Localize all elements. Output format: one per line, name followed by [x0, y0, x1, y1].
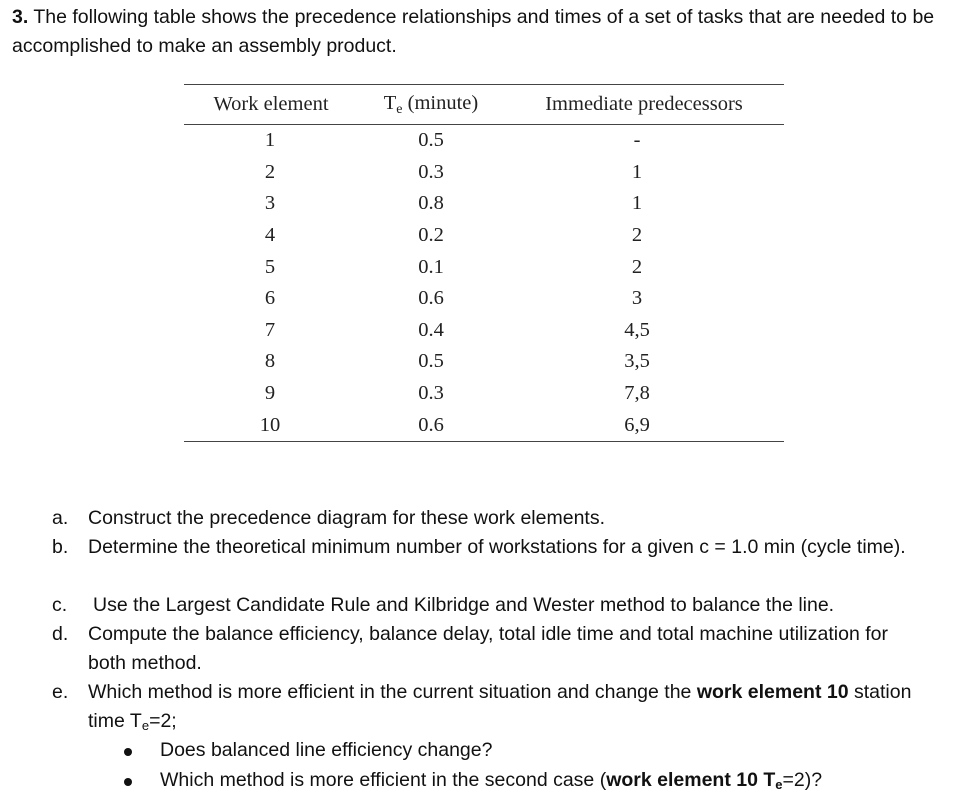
cell-element: 6 [264, 287, 276, 310]
cell-predecessors: 2 [631, 224, 643, 247]
item-e-text-bold: work element 10 [696, 681, 849, 703]
cell-predecessors: 6,9 [504, 409, 784, 441]
bullet-2-bold-T: T [757, 769, 776, 791]
cell-element: 8 [264, 350, 276, 373]
item-a-text: Construct the precedence diagram for these work elements. [88, 507, 606, 529]
bullet-2 [124, 766, 964, 795]
bullet-1-text: Does balanced line efficiency change? [160, 739, 493, 761]
item-e-marker: e. [52, 681, 69, 703]
table-row [184, 346, 784, 378]
cell-predecessors: 3,5 [624, 350, 650, 373]
bullet-dot-icon [124, 748, 132, 756]
cell-time: 0.1 [418, 255, 444, 278]
item-c-marker: c. [52, 594, 68, 616]
cell-time: 0.6 [358, 409, 504, 441]
cell-time: 0.5 [418, 129, 444, 152]
cell-predecessors: - [633, 129, 641, 152]
bullet-dot-icon [124, 778, 132, 786]
cell-time: 0.3 [418, 160, 444, 183]
header-time-unit: (minute) [402, 91, 479, 114]
cell-time: 0.5 [418, 350, 444, 373]
bullet-2-bold-element: work element 10 [606, 769, 758, 791]
table-row [184, 157, 784, 189]
cell-element: 7 [264, 318, 276, 341]
table-header-row [184, 85, 784, 125]
table-row [184, 315, 784, 347]
header-time-T: T [383, 91, 397, 114]
cell-element: 3 [264, 192, 276, 215]
item-d [52, 620, 967, 678]
cell-predecessors: 7,8 [624, 382, 650, 405]
header-work-element: Work element [184, 85, 358, 125]
cell-predecessors: 1 [631, 160, 643, 183]
cell-element: 5 [264, 255, 276, 278]
cell-time: 0.4 [418, 318, 444, 341]
item-e [52, 678, 967, 736]
bullet-2-text-pre: Which method is more efficient in the second case ( [160, 769, 607, 791]
cell-element: 2 [264, 160, 276, 183]
table-row [184, 220, 784, 252]
item-d-marker: d. [52, 623, 69, 645]
bullet-2-text [160, 766, 822, 799]
cell-predecessors: 3 [631, 287, 643, 310]
table-row [184, 378, 784, 410]
precedence-table [184, 84, 784, 442]
item-b-text: Determine the theoretical minimum number of workstations for a given c = 1.0 min (cycle time). [88, 536, 906, 558]
cell-time: 0.2 [418, 224, 444, 247]
cell-time: 0.8 [418, 192, 444, 215]
bullet-2-text-bold [606, 769, 782, 791]
header-predecessors: Immediate predecessors [504, 85, 784, 125]
question-number: 3. [12, 6, 29, 28]
cell-element: 4 [264, 224, 276, 247]
table-row [184, 283, 784, 315]
item-e-line2-post: =2; [149, 710, 177, 732]
bullet-1 [124, 736, 964, 765]
bullet-2-text-post: =2)? [782, 769, 823, 791]
question-heading [12, 3, 967, 61]
cell-time: 0.6 [418, 287, 444, 310]
item-d-text-1: Compute the balance efficiency, balance delay, total idle time and total machine utilization for [88, 623, 888, 645]
item-a-marker: a. [52, 507, 69, 529]
cell-element: 9 [264, 382, 276, 405]
table-row [184, 409, 784, 441]
header-time [358, 85, 504, 125]
item-e-text-post: station [848, 681, 912, 703]
item-e-line2-subscript: e [141, 718, 150, 733]
bullet-2-subscript: e [775, 777, 783, 792]
cell-predecessors: 2 [631, 255, 643, 278]
item-a [52, 504, 967, 533]
table-row [184, 251, 784, 283]
item-c-text: Use the Largest Candidate Rule and Kilbridge and Wester method to balance the line. [93, 594, 835, 616]
cell-element: 1 [264, 129, 276, 152]
cell-element: 10 [184, 409, 358, 441]
cell-time: 0.3 [418, 382, 444, 405]
table-row [184, 188, 784, 220]
item-d-text-2: both method. [88, 652, 202, 674]
question-line-2: accomplished to make an assembly product. [12, 35, 397, 57]
cell-predecessors: 4,5 [624, 318, 650, 341]
table-row [184, 125, 784, 157]
item-e-text-pre: Which method is more efficient in the current situation and change the [88, 681, 697, 703]
item-b-marker: b. [52, 536, 69, 558]
item-c [52, 591, 967, 620]
cell-predecessors: 1 [631, 192, 643, 215]
item-e-text-1 [88, 678, 911, 707]
question-text-1: The following table shows the precedence relationships and times of a set of tasks that are needed to be [28, 6, 935, 28]
item-e-line2-pre: time T [88, 710, 142, 732]
question-line-1 [12, 3, 967, 32]
header-time-subscript: e [396, 101, 403, 117]
item-b [52, 533, 967, 562]
